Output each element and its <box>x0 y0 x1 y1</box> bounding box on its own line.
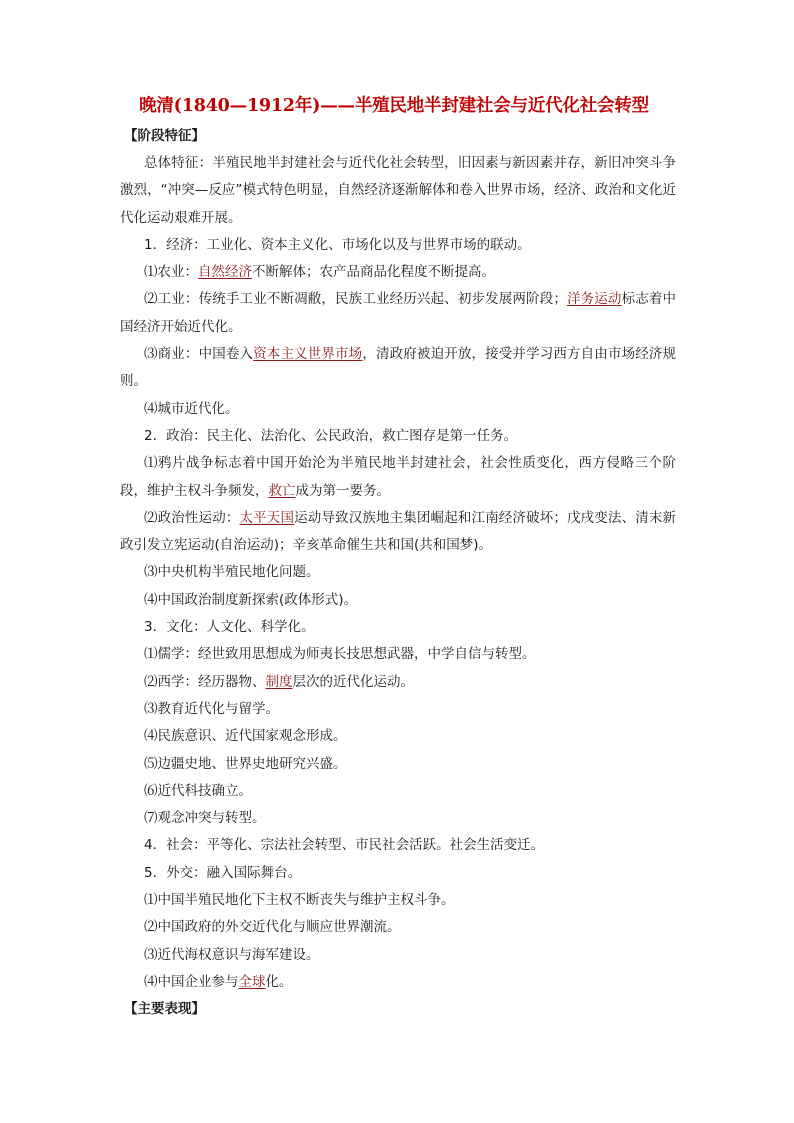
text-segment: ⑴鸦片战争标志着中国开始沦为半殖民地半封建社会，社会性质变化，西方侵略三个阶段，维护主权斗争频发， <box>120 455 676 499</box>
item-political-system: ⑷中国政治制度新探索(政体形式)。 <box>144 591 358 608</box>
text-segment: 层次的近代化运动。 <box>292 673 414 690</box>
item-urban: ⑷城市近代化。 <box>144 400 239 417</box>
item-central-institutions: ⑶中央机构半殖民地化问题。 <box>144 564 320 581</box>
link-taiping[interactable]: 太平天国 <box>239 509 295 526</box>
text-segment: ，清政府被迫开放，接受并学习西方自由市场经济规则。 <box>120 346 677 390</box>
text-segment: ⑵政治性运动： <box>144 509 240 526</box>
item-ideas-conflict: ⑺观念冲突与转型。 <box>144 810 266 827</box>
item-diplomatic-modernization: ⑵中国政府的外交近代化与顺应世界潮流。 <box>144 919 401 936</box>
text-segment: 化。 <box>265 973 293 990</box>
text-segment: 标志着中国经济开始近代化。 <box>120 291 677 335</box>
item-diplomacy: 5．外交：融入国际舞台。 <box>144 864 302 881</box>
item-culture: 3．文化：人文化、科学化。 <box>144 619 315 636</box>
item-national-consciousness: ⑷民族意识、近代国家观念形成。 <box>144 728 347 745</box>
text-segment: ⑶商业：中国卷入 <box>144 346 254 363</box>
text-segment: ⑷中国企业参与 <box>144 973 239 990</box>
item-politics: 2．政治：民主化、法治化、公民政治，救亡图存是第一任务。 <box>144 427 518 444</box>
item-industry <box>120 286 676 341</box>
overview-paragraph: 总体特征：半殖民地半封建社会与近代化社会转型，旧因素与新因素并存，新旧冲突斗争激烈，“冲突—反应”模式特色明显，自然经济逐渐解体和卷入世界市场，经济、政治和文化近代化运动艰难开展。 <box>120 155 676 226</box>
text-segment: ⑵工业：传统手工业不断凋敝，民族工业经历兴起、初步发展两阶段； <box>144 291 567 308</box>
text-segment: 成为第一要务。 <box>295 482 390 499</box>
link-institution[interactable]: 制度 <box>265 673 293 690</box>
section-heading-stage-features: 【阶段特征】 <box>124 128 205 144</box>
item-globalization <box>120 969 676 996</box>
section-heading-main-manifestations: 【主要表现】 <box>124 1001 205 1018</box>
link-national-salvation[interactable]: 救亡 <box>268 482 296 499</box>
link-global[interactable]: 全球 <box>238 973 266 990</box>
item-western-learning <box>120 669 676 696</box>
item-economy: 1．经济：工业化、资本主义化、市场化以及与世界市场的联动。 <box>144 236 531 253</box>
text-segment: 不断解体；农产品商品化程度不断提高。 <box>252 264 495 281</box>
item-opium-war <box>120 450 676 505</box>
item-confucianism: ⑴儒学：经世致用思想成为师夷长技思想武器，中学自信与转型。 <box>144 646 536 663</box>
item-sovereignty: ⑴中国半殖民地化下主权不断丧失与维护主权斗争。 <box>144 892 455 909</box>
link-capitalist-world-market[interactable]: 资本主义世界市场 <box>253 346 363 363</box>
item-political-movements <box>120 505 676 560</box>
item-geography-studies: ⑸边疆史地、世界史地研究兴盛。 <box>144 755 347 772</box>
item-commerce <box>120 341 676 396</box>
page-title: 晚清(1840—1912年)——半殖民地半封建社会与近代化社会转型 <box>139 96 649 116</box>
item-science-tech: ⑹近代科技确立。 <box>144 782 252 799</box>
text-segment: 运动导致汉族地主集团崛起和江南经济破坏；戊戌变法、清末新政引发立宪运动(自治运动)；辛亥革命催生共和国(共和国梦)。 <box>120 509 677 554</box>
link-natural-economy[interactable]: 自然经济 <box>198 264 252 281</box>
item-society: 4．社会：平等化、宗法社会转型、市民社会活跃。社会生活变迁。 <box>144 837 545 854</box>
text-segment: ⑴农业： <box>144 264 198 281</box>
item-education: ⑶教育近代化与留学。 <box>144 700 279 717</box>
item-sea-power: ⑶近代海权意识与海军建设。 <box>144 946 320 963</box>
document-body <box>120 93 676 1023</box>
text-segment: ⑵西学：经历器物、 <box>144 673 266 690</box>
item-agriculture <box>120 259 676 286</box>
link-westernization-movement[interactable]: 洋务运动 <box>566 291 622 308</box>
